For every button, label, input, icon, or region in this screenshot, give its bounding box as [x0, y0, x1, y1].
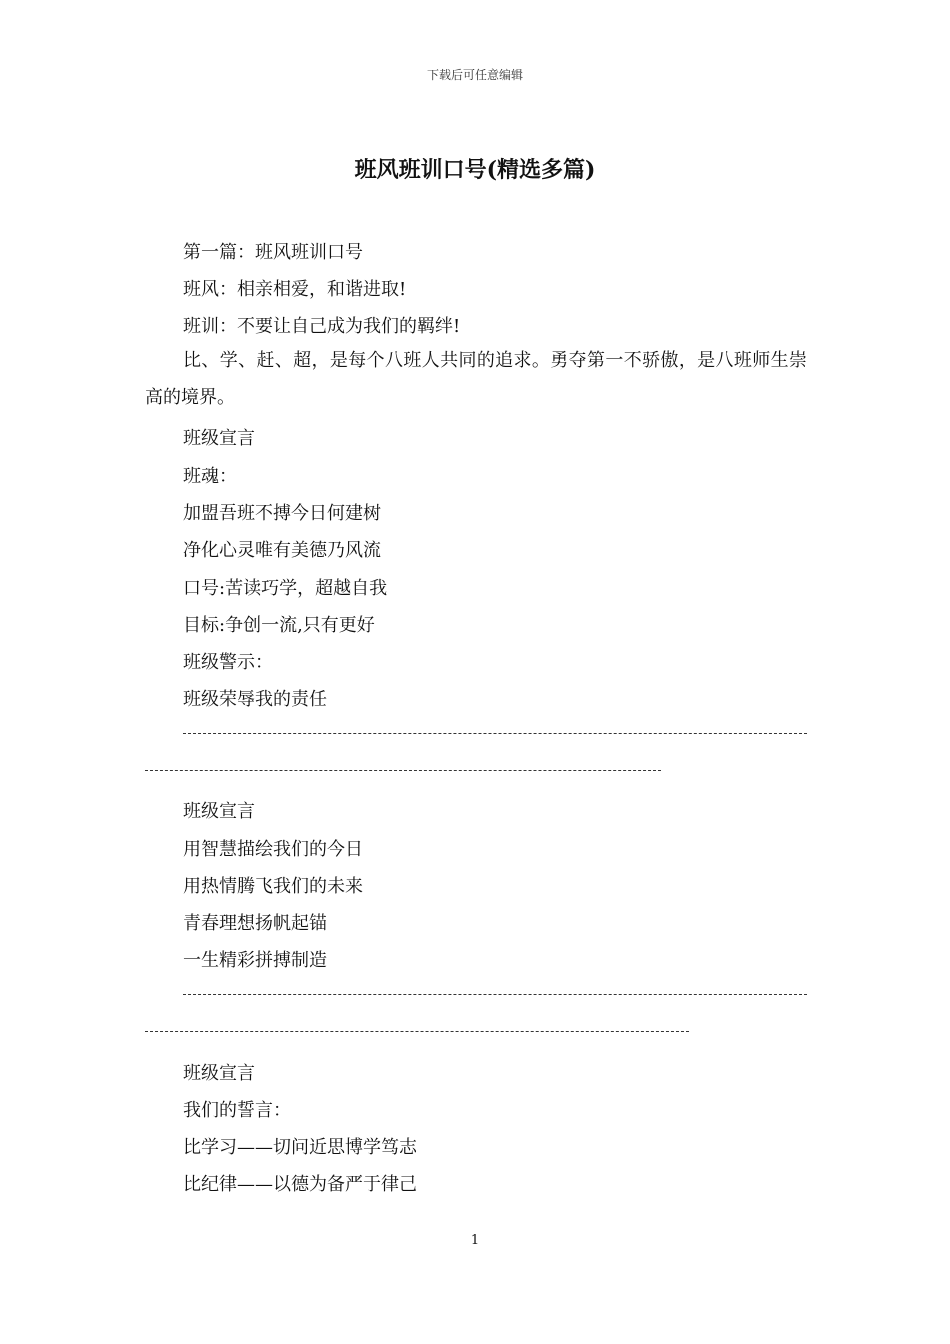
text-line: 净化心灵唯有美德乃风流 — [183, 540, 381, 561]
section-heading: 第一篇：班风班训口号 — [183, 242, 363, 263]
dashed-separator — [183, 994, 807, 995]
text-line: 用智慧描绘我们的今日 — [183, 839, 363, 860]
dashed-separator — [183, 733, 807, 734]
text-line: 用热情腾飞我们的未来 — [183, 876, 363, 897]
text-line: 班风：相亲相爱，和谐进取! — [183, 279, 407, 300]
text-line: 目标:争创一流,只有更好 — [183, 615, 375, 636]
dashed-separator — [145, 1031, 689, 1032]
text-line: 班级宣言 — [183, 1063, 255, 1084]
text-line: 班级荣辱我的责任 — [183, 689, 327, 710]
dashed-separator — [145, 770, 661, 771]
text-line: 班级宣言 — [183, 801, 255, 822]
text-line: 班级警示： — [183, 652, 273, 673]
text-line: 青春理想扬帆起锚 — [183, 913, 327, 934]
paragraph: 比、学、赶、超，是每个八班人共同的追求。勇夺第一不骄傲，是八班师生崇高的境界。 — [145, 350, 807, 408]
page-header: 下载后可任意编辑 — [426, 68, 523, 82]
text-line: 比纪律——以德为备严于律己 — [183, 1174, 417, 1195]
text-line: 班训：不要让自己成为我们的羁绊! — [183, 316, 461, 337]
document-title: 班风班训口号(精选多篇) — [354, 157, 596, 183]
text-line: 我们的誓言： — [183, 1100, 291, 1121]
text-line: 比学习——切问近思博学笃志 — [183, 1137, 417, 1158]
text-line: 加盟吾班不搏今日何建树 — [183, 503, 381, 524]
text-line: 口号:苦读巧学，超越自我 — [183, 578, 388, 599]
text-line: 班魂： — [183, 466, 237, 487]
text-line: 一生精彩拼搏制造 — [183, 950, 327, 971]
text-line: 班级宣言 — [183, 428, 255, 449]
page-number: 1 — [470, 1233, 480, 1248]
